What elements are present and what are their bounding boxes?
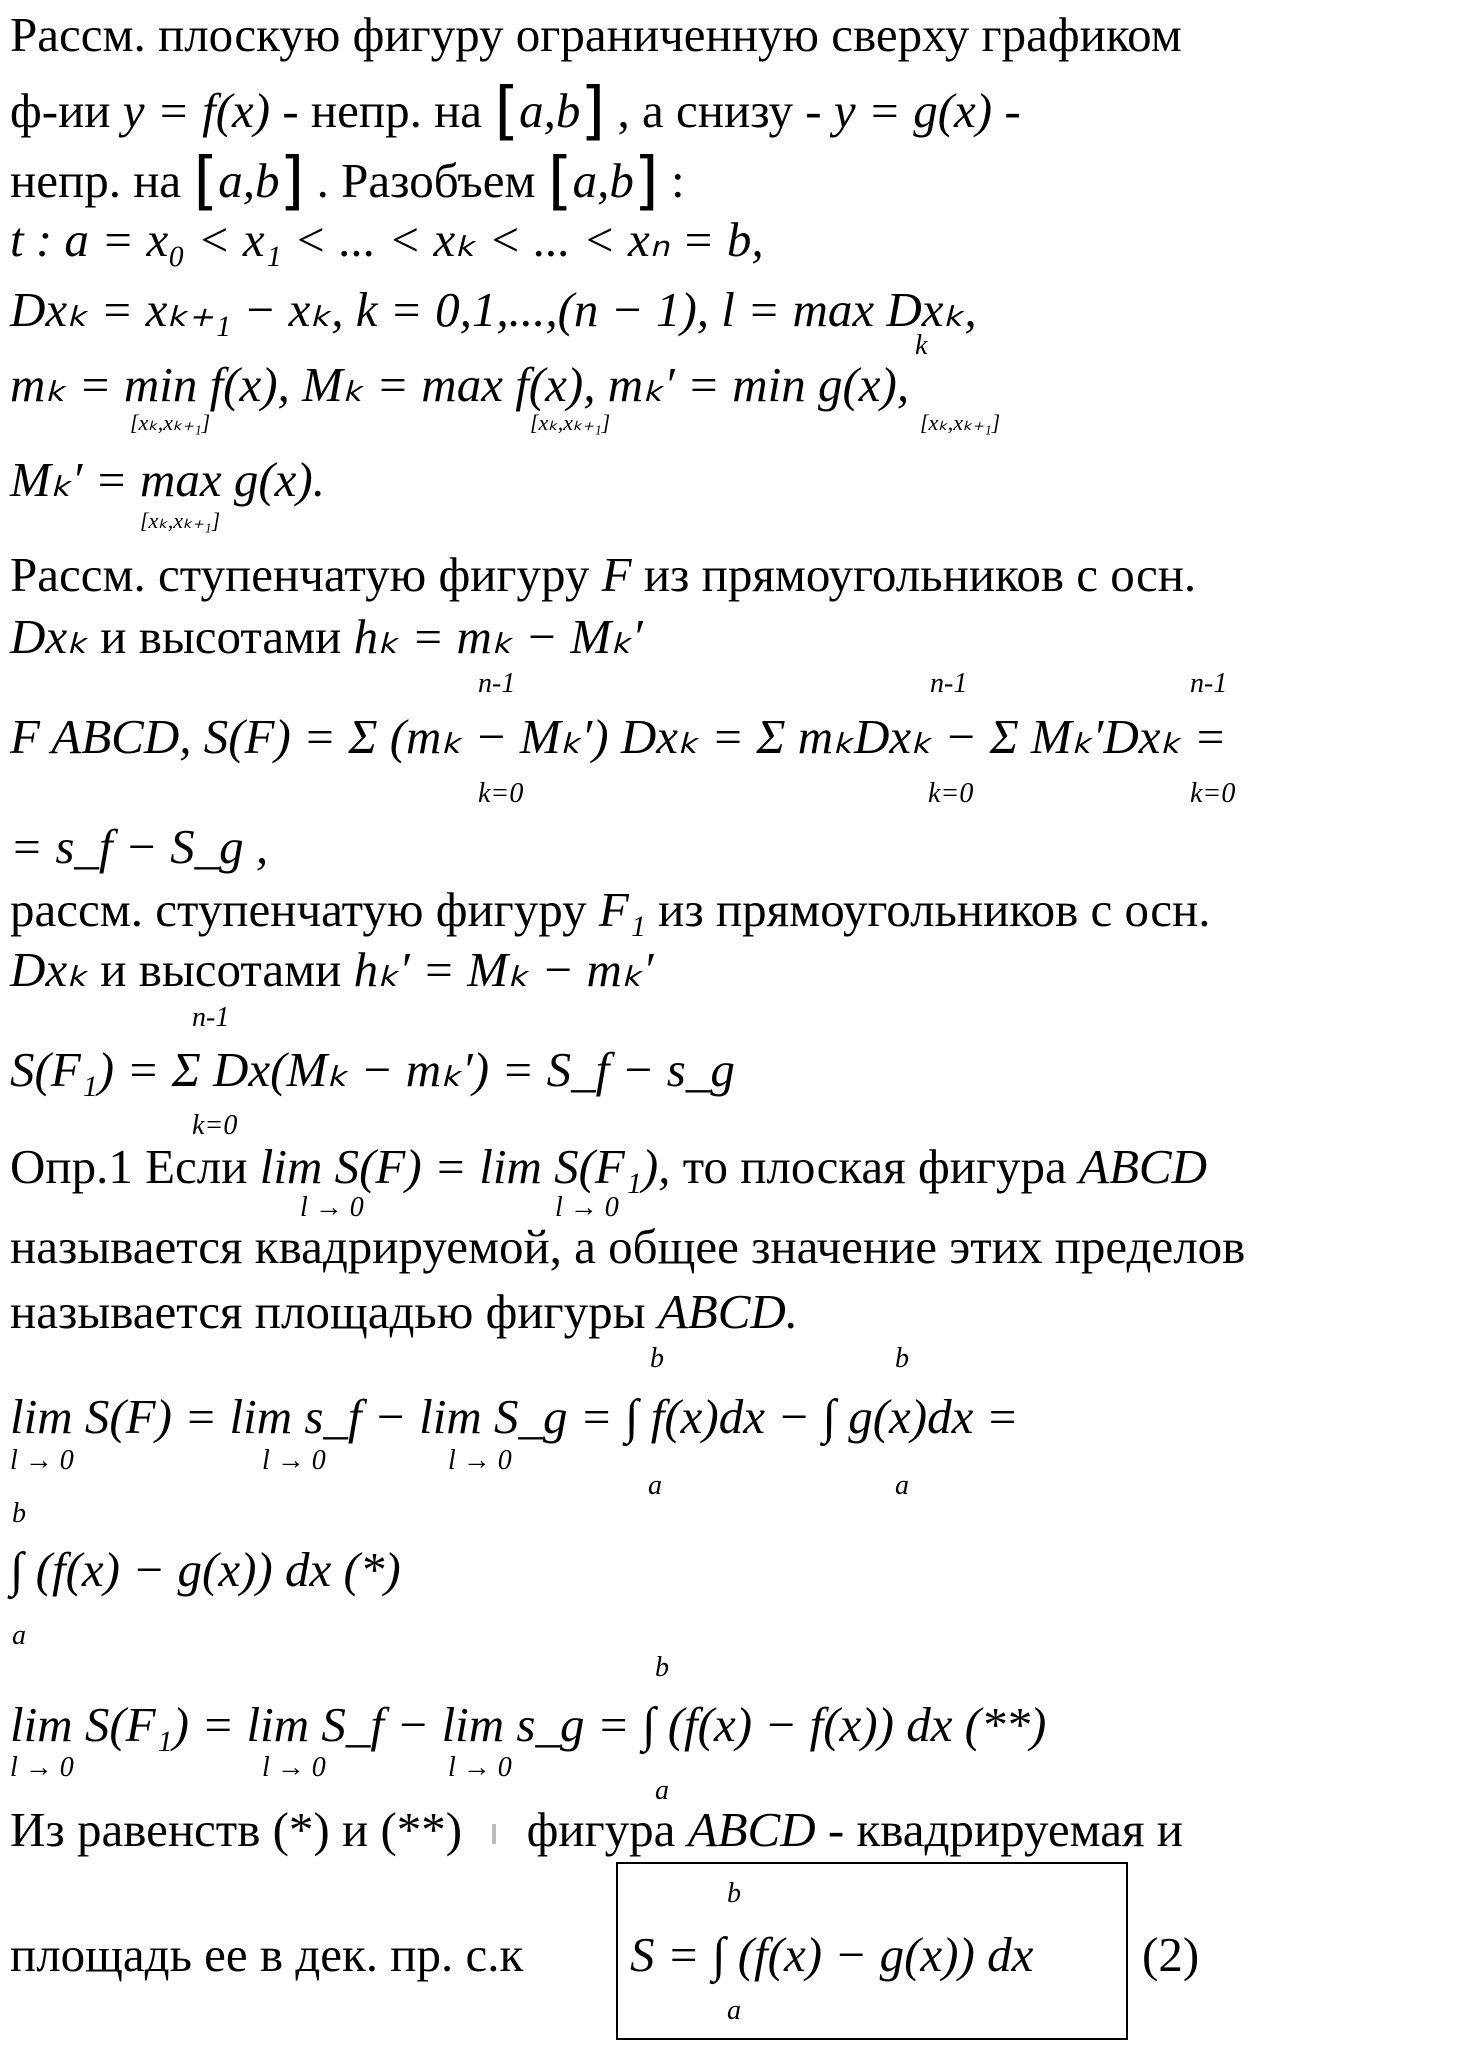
int-upper-4: b xyxy=(655,1652,669,1683)
label-interval-3: [xₖ,xₖ₊₁] xyxy=(920,410,1001,435)
text-nepr: - непр. на xyxy=(282,82,495,138)
formula-y-g: y = g(x) xyxy=(833,82,993,138)
text-line-13: Dxₖ и высотами hₖ′ = Mₖ − mₖ′ xyxy=(10,942,654,997)
int-lower-4: a xyxy=(655,1775,669,1806)
formula-integral-star: ∫ (f(x) − g(x)) dx (*) xyxy=(10,1542,401,1597)
label-lim-5: l → 0 xyxy=(448,1445,512,1476)
sum-bot-1: k=0 xyxy=(478,778,524,809)
formula-area-F1: S(F₁) = Σ Dx(Mₖ − mₖ′) = S_f − s_g xyxy=(10,1042,735,1097)
interval-ab: a,b xyxy=(519,82,581,138)
int-lower-1: a xyxy=(648,1470,662,1501)
text-line-12: рассм. ступенчатую фигуру F₁ из прямоугольников с осн. xyxy=(10,882,1211,937)
formula-hk: hₖ = mₖ − Mₖ′ xyxy=(353,609,643,664)
label-lim-6: l → 0 xyxy=(10,1752,74,1783)
text-line-15: Опр.1 Если lim S(F) = lim S(F₁), то плоская фигура ABCD xyxy=(10,1139,1207,1194)
int-lower-5: a xyxy=(727,1995,741,2026)
label-lim-2: l → 0 xyxy=(555,1192,619,1223)
sum-bot-2: k=0 xyxy=(928,778,974,809)
sum-bot-3: k=0 xyxy=(1190,778,1236,809)
label-interval-4: [xₖ,xₖ₊₁] xyxy=(140,508,221,533)
formula-min-max: mₖ = min f(x), Mₖ = max f(x), mₖ′ = min g(x), xyxy=(10,357,910,412)
int-upper-5: b xyxy=(727,1878,741,1909)
interval-ab-3: a,b xyxy=(572,152,634,208)
label-interval-2: [xₖ,xₖ₊₁] xyxy=(530,410,611,435)
text-line-9: Dxₖ и высотами hₖ = mₖ − Mₖ′ xyxy=(10,609,643,664)
text-line-1: Рассм. плоскую фигуру ограниченную сверху графиком xyxy=(10,7,1182,62)
symbol-F: F xyxy=(601,547,632,602)
text-line-16: называется квадрируемой, а общее значение этих пределов xyxy=(10,1219,1246,1274)
interval-ab-2: a,b xyxy=(218,152,280,208)
sum-top-1: n-1 xyxy=(478,668,516,699)
formula-Mk-prime: Mₖ′ = max g(x). xyxy=(10,452,325,507)
int-lower-3: a xyxy=(12,1620,26,1651)
formula-partition: t : a = x₀ < x₁ < ... < xₖ < ... < xₙ = b, xyxy=(10,212,764,267)
int-upper-2: b xyxy=(895,1343,909,1374)
text-fii: ф-ии xyxy=(10,82,111,138)
implies-glyph xyxy=(492,1824,496,1844)
label-interval-1: [xₖ,xₖ₊₁] xyxy=(130,410,211,435)
label-lim-7: l → 0 xyxy=(262,1752,326,1783)
formula-lim-equal: lim S(F) = lim S(F₁), xyxy=(259,1139,671,1194)
sum-bot-4: k=0 xyxy=(192,1110,238,1141)
formula-hk-prime: hₖ′ = Mₖ − mₖ′ xyxy=(353,942,654,997)
formula-delta-x: Dxₖ = xₖ₊₁ − xₖ, k = 0,1,...,(n − 1), l = max Dxₖ, xyxy=(10,282,977,337)
text-line-8: Рассм. ступенчатую фигуру F из прямоугольников с осн. xyxy=(10,547,1197,602)
symbol-F1: F₁ xyxy=(598,882,646,937)
label-lim-1: l → 0 xyxy=(300,1192,364,1223)
sum-top-2: n-1 xyxy=(930,668,968,699)
int-upper-3: b xyxy=(12,1498,26,1529)
label-lim-4: l → 0 xyxy=(262,1445,326,1476)
sum-top-4: n-1 xyxy=(192,1002,230,1033)
sum-top-3: n-1 xyxy=(1190,668,1228,699)
text-line-22: площадь ее в дек. пр. с.к xyxy=(10,1927,524,1982)
label-lim-3: l → 0 xyxy=(10,1445,74,1476)
formula-y-f: y = f(x) xyxy=(122,82,271,138)
formula-area-S: S = ∫ (f(x) − g(x)) dx xyxy=(630,1927,1034,1982)
text-line-21: Из равенств (*) и (**) фигура ABCD - квадрируемая и xyxy=(10,1802,1184,1857)
int-upper-1: b xyxy=(650,1343,664,1374)
text-snizu: , а снизу - xyxy=(617,82,834,138)
formula-area-F: F ABCD, S(F) = Σ (mₖ − Mₖ′) Dxₖ = Σ mₖDxₖ − Σ Mₖ′Dxₖ = xyxy=(10,709,1227,764)
text-line-17: называется площадью фигуры ABCD. xyxy=(10,1284,799,1339)
text-line-3: непр. на [a,b] . Разобъем [a,b] : xyxy=(10,144,685,218)
formula-lim-area-F1: lim S(F₁) = lim S_f − lim s_g = ∫ (f(x) − f(x)) dx (**) xyxy=(10,1697,1047,1752)
text-line-2: ф-ии y = f(x) - непр. на [a,b] , а снизу - y = g(x) - xyxy=(10,74,1021,148)
formula-lim-area-F: lim S(F) = lim s_f − lim S_g = ∫ f(x)dx − ∫ g(x)dx = xyxy=(10,1389,1019,1444)
label-lim-8: l → 0 xyxy=(448,1752,512,1783)
formula-sf-Sg: = s_f − S_g , xyxy=(10,819,269,874)
label-max-k: k xyxy=(915,330,928,361)
int-lower-2: a xyxy=(895,1470,909,1501)
equation-number-2: (2) xyxy=(1142,1927,1200,1982)
